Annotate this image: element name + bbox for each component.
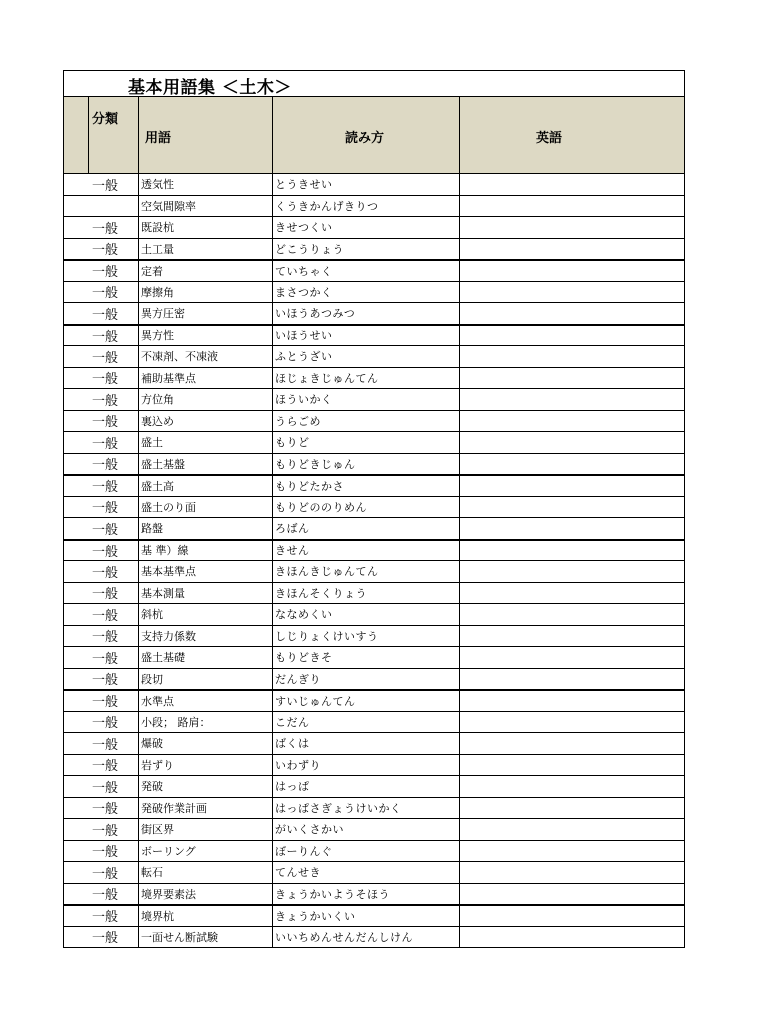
english-cell [460,841,684,862]
reading-cell: きせつくい [273,217,460,238]
row-blank-cell [64,432,89,453]
reading-cell: ななめくい [273,604,460,625]
reading-cell: てんせき [273,862,460,883]
category-cell: 一般 [89,174,139,195]
english-cell [460,906,684,926]
row-blank-cell [64,282,89,303]
term-cell: 基本基準点 [139,561,273,582]
header-category: 分類 [92,112,119,127]
table-row [64,539,684,561]
category-cell: 一般 [89,927,139,948]
title-row [64,70,684,97]
table-row [64,517,684,539]
reading-cell: どこうりょう [273,239,460,260]
row-blank-cell [64,326,89,346]
row-blank-cell [64,261,89,281]
category-cell: 一般 [89,755,139,776]
reading-cell: がいくさかい [273,819,460,840]
row-blank-cell [64,217,89,238]
reading-cell: まさつかく [273,282,460,303]
category-cell: 一般 [89,862,139,883]
english-cell [460,541,684,561]
term-cell: ボーリング [139,841,273,862]
english-cell [460,476,684,496]
english-cell [460,755,684,776]
english-cell [460,733,684,754]
row-blank-cell [64,669,89,690]
term-cell: 発破 [139,776,273,797]
term-cell: 補助基準点 [139,368,273,389]
row-blank-cell [64,755,89,776]
english-cell [460,604,684,625]
table-row [64,797,684,819]
english-cell [460,626,684,647]
table-row [64,216,684,238]
table-row [64,711,684,733]
row-blank-cell [64,239,89,260]
term-cell: 街区界 [139,819,273,840]
table-row [64,388,684,410]
table-row [64,195,684,217]
page-title: 基本用語集 ＜土木＞ [128,78,292,98]
row-blank-cell [64,841,89,862]
reading-cell: とうきせい [273,174,460,195]
english-cell [460,239,684,260]
reading-cell: ばくは [273,733,460,754]
glossary-rows [64,173,684,947]
term-cell: 透気性 [139,174,273,195]
row-blank-cell [64,776,89,797]
english-cell [460,583,684,604]
table-row [64,904,684,926]
category-cell: 一般 [89,776,139,797]
english-cell [460,776,684,797]
category-cell: 一般 [89,884,139,905]
table-row [64,625,684,647]
term-cell: 盛土基盤 [139,454,273,475]
category-cell: 一般 [89,906,139,926]
category-cell: 一般 [89,239,139,260]
english-cell [460,217,684,238]
header-reading: 読み方 [345,131,385,146]
category-cell: 一般 [89,432,139,453]
english-cell [460,411,684,432]
term-cell: 異方圧密 [139,303,273,324]
table-row [64,818,684,840]
term-cell: 境界杭 [139,906,273,926]
header-term-cell [139,97,273,173]
table-row [64,861,684,883]
row-blank-cell [64,733,89,754]
table-row [64,367,684,389]
header-term: 用語 [145,131,172,146]
category-cell: 一般 [89,691,139,711]
table-row [64,173,684,195]
table-row [64,775,684,797]
category-cell [89,196,139,217]
reading-cell: うらごめ [273,411,460,432]
english-cell [460,819,684,840]
table-row [64,582,684,604]
term-cell: 路盤 [139,518,273,539]
reading-cell: きほんきじゅんてん [273,561,460,582]
english-cell [460,261,684,281]
english-cell [460,389,684,410]
english-cell [460,346,684,367]
term-cell: 裏込め [139,411,273,432]
row-blank-cell [64,368,89,389]
row-blank-cell [64,884,89,905]
header-blank-cell [64,97,89,173]
header-row [64,97,684,173]
category-cell: 一般 [89,497,139,518]
reading-cell: もりどきそ [273,647,460,668]
reading-cell: はっぱ [273,776,460,797]
table-row [64,281,684,303]
row-blank-cell [64,303,89,324]
reading-cell: ぼーりんぐ [273,841,460,862]
table-row [64,238,684,260]
reading-cell: きほんそくりょう [273,583,460,604]
reading-cell: いいちめんせんだんしけん [273,927,460,948]
header-english: 英語 [536,131,563,146]
reading-cell: すいじゅんてん [273,691,460,711]
category-cell: 一般 [89,712,139,733]
category-cell: 一般 [89,541,139,561]
table-row [64,926,684,948]
english-cell [460,647,684,668]
term-cell: 基本測量 [139,583,273,604]
table-row [64,732,684,754]
english-cell [460,884,684,905]
table-row [64,345,684,367]
reading-cell: ほういかく [273,389,460,410]
category-cell: 一般 [89,411,139,432]
table-row [64,689,684,711]
table-row [64,410,684,432]
row-blank-cell [64,196,89,217]
term-cell: 発破作業計画 [139,798,273,819]
header-english-cell [460,97,684,173]
category-cell: 一般 [89,604,139,625]
category-cell: 一般 [89,454,139,475]
term-cell: 斜杭 [139,604,273,625]
reading-cell: いほうあつみつ [273,303,460,324]
reading-cell: だんぎり [273,669,460,690]
english-cell [460,669,684,690]
reading-cell: もりどののりめん [273,497,460,518]
english-cell [460,303,684,324]
term-cell: 定着 [139,261,273,281]
reading-cell: くうきかんげきりつ [273,196,460,217]
category-cell: 一般 [89,303,139,324]
row-blank-cell [64,906,89,926]
term-cell: 不凍剤、不凍液 [139,346,273,367]
term-cell: 一面せん断試験 [139,927,273,948]
english-cell [460,282,684,303]
term-cell: 盛土基礎 [139,647,273,668]
category-cell: 一般 [89,282,139,303]
term-cell: 基 準）線 [139,541,273,561]
english-cell [460,454,684,475]
term-cell: 土工量 [139,239,273,260]
term-cell: 段切 [139,669,273,690]
reading-cell: もりど [273,432,460,453]
reading-cell: こだん [273,712,460,733]
category-cell: 一般 [89,476,139,496]
category-cell: 一般 [89,326,139,346]
term-cell: 盛土のり面 [139,497,273,518]
term-cell: 盛土 [139,432,273,453]
table-row [64,302,684,324]
english-cell [460,497,684,518]
reading-cell: きせん [273,541,460,561]
category-cell: 一般 [89,626,139,647]
row-blank-cell [64,346,89,367]
category-cell: 一般 [89,798,139,819]
term-cell: 方位角 [139,389,273,410]
category-cell: 一般 [89,261,139,281]
reading-cell: はっぱさぎょうけいかく [273,798,460,819]
english-cell [460,862,684,883]
category-cell: 一般 [89,841,139,862]
reading-cell: もりどきじゅん [273,454,460,475]
english-cell [460,326,684,346]
row-blank-cell [64,798,89,819]
category-cell: 一般 [89,583,139,604]
english-cell [460,691,684,711]
english-cell [460,798,684,819]
english-cell [460,432,684,453]
row-blank-cell [64,454,89,475]
row-blank-cell [64,712,89,733]
term-cell: 既設杭 [139,217,273,238]
table-row [64,668,684,690]
table-row [64,259,684,281]
english-cell [460,712,684,733]
row-blank-cell [64,497,89,518]
row-blank-cell [64,691,89,711]
english-cell [460,561,684,582]
reading-cell: きょうかいくい [273,906,460,926]
english-cell [460,196,684,217]
row-blank-cell [64,476,89,496]
term-cell: 空気間隙率 [139,196,273,217]
table-row [64,453,684,475]
glossary-sheet [63,70,685,948]
table-row [64,496,684,518]
english-cell [460,368,684,389]
category-cell: 一般 [89,368,139,389]
row-blank-cell [64,561,89,582]
english-cell [460,518,684,539]
table-row [64,840,684,862]
category-cell: 一般 [89,561,139,582]
term-cell: 爆破 [139,733,273,754]
reading-cell: ていちゃく [273,261,460,281]
term-cell: 水準点 [139,691,273,711]
reading-cell: いほうせい [273,326,460,346]
term-cell: 小段； 路肩： [139,712,273,733]
table-row [64,754,684,776]
term-cell: 支持力係数 [139,626,273,647]
row-blank-cell [64,389,89,410]
category-cell: 一般 [89,518,139,539]
reading-cell: もりどたかさ [273,476,460,496]
english-cell [460,174,684,195]
term-cell: 岩ずり [139,755,273,776]
row-blank-cell [64,518,89,539]
category-cell: 一般 [89,389,139,410]
table-row [64,603,684,625]
header-reading-cell [273,97,460,173]
header-category-cell [89,97,139,173]
row-blank-cell [64,819,89,840]
row-blank-cell [64,862,89,883]
category-cell: 一般 [89,669,139,690]
reading-cell: ふとうざい [273,346,460,367]
category-cell: 一般 [89,217,139,238]
term-cell: 摩擦角 [139,282,273,303]
row-blank-cell [64,174,89,195]
row-blank-cell [64,604,89,625]
table-row [64,474,684,496]
table-row [64,646,684,668]
reading-cell: いわずり [273,755,460,776]
row-blank-cell [64,411,89,432]
category-cell: 一般 [89,733,139,754]
term-cell: 境界要素法 [139,884,273,905]
category-cell: 一般 [89,819,139,840]
row-blank-cell [64,541,89,561]
row-blank-cell [64,583,89,604]
reading-cell: きょうかいようそほう [273,884,460,905]
reading-cell: ろばん [273,518,460,539]
category-cell: 一般 [89,346,139,367]
term-cell: 異方性 [139,326,273,346]
table-row [64,560,684,582]
row-blank-cell [64,927,89,948]
english-cell [460,927,684,948]
reading-cell: ほじょきじゅんてん [273,368,460,389]
row-blank-cell [64,647,89,668]
term-cell: 転石 [139,862,273,883]
reading-cell: しじりょくけいすう [273,626,460,647]
table-row [64,324,684,346]
table-row [64,431,684,453]
category-cell: 一般 [89,647,139,668]
row-blank-cell [64,626,89,647]
term-cell: 盛土高 [139,476,273,496]
table-row [64,883,684,905]
